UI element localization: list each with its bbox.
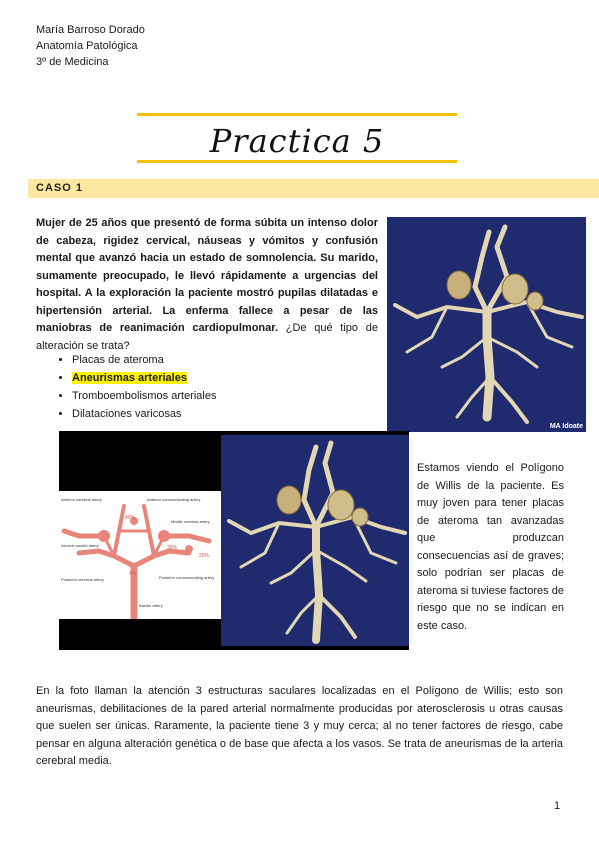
page-number: 1 xyxy=(554,800,561,812)
case-question-text: Mujer de 25 años que presentó de forma súbita un intenso dolor de cabeza, rigidez cervical, náuseas y vómitos y confusión mental que avanzó hacia un estado de somnolencia. Su marido, sumamente preocupado, le llevó rápidamente a urgencias del hospital. A la exploración la paciente mostró pupilas dilatadas e hipertensión arterial. La enferma fallece a pesar de las maniobras de reanimación cardiopulmonar. xyxy=(36,217,378,334)
specimen-photo-2 xyxy=(221,435,409,646)
circle-of-willis-photo xyxy=(387,217,586,432)
option-item: • Tromboembolismos arteriales xyxy=(72,387,216,405)
author-name: María Barroso Dorado xyxy=(36,24,145,36)
circle-of-willis-diagram xyxy=(59,491,221,619)
option-item: • Placas de ateroma xyxy=(72,351,216,369)
specimen-illustration xyxy=(387,217,586,432)
label-pct-30: 30% xyxy=(167,545,178,551)
comparison-figure xyxy=(59,431,409,650)
label-ant-communicating: Anterior communicating artery xyxy=(147,497,201,502)
label-post-communicating: Posterior communicating artery xyxy=(159,575,215,580)
highlighted-answer: Aneurismas arteriales xyxy=(72,372,187,384)
label-basilar: Basilar artery xyxy=(139,603,163,608)
title-rule-bottom xyxy=(137,160,457,163)
case-label: CASO 1 xyxy=(36,182,83,194)
case-discussion: En la foto llaman la atención 3 estructuras saculares localizadas en el Polígono de Willis; esto son aneurismas, debilitaciones de la pared arterial normalmente producidas por aterosclerosis u otras causas que suelen ser únicas. Raramente, la paciente tiene 3 y muy cerca; al no tener factores de riesgo, cabe pensar en alguna alteración genética o de base que afecta a los vasos. Se trata de aneurismas de la arteria cerebral media. xyxy=(36,685,563,767)
label-pct-40: 40% xyxy=(125,515,136,521)
specimen-illustration-2 xyxy=(221,435,409,646)
subject-name: Anatomía Patológica xyxy=(36,40,138,52)
case-question-prompt: ¿De qué tipo de alteración se trata? xyxy=(36,322,378,352)
case-answer: Estamos viendo el Polígono de Willis de la paciente. Es muy joven para tener placas de ateroma tan avanzadas que produzcan consecuencias así de graves; solo podrían ser placas de ateroma si tuviese factores de riesgo que no se indican en este caso. xyxy=(417,462,564,632)
photo-credit: MA Idoate xyxy=(549,423,583,430)
page-title: Practica 5 xyxy=(209,122,385,160)
label-post-cerebral: Posterior cerebral artery xyxy=(61,577,104,582)
diagram-vessels xyxy=(59,491,221,619)
case-question xyxy=(36,215,378,355)
course-name: 3º de Medicina xyxy=(36,56,109,68)
answer-options xyxy=(56,351,216,423)
option-item-selected xyxy=(72,369,216,387)
label-internal-carotid: Internal carotid artery xyxy=(61,543,99,548)
label-middle-cerebral: Middle cerebral artery xyxy=(171,519,210,524)
title-rule-top xyxy=(137,113,457,116)
label-pct-4: 4% xyxy=(129,571,137,577)
label-ant-cerebral: Anterior cerebral artery xyxy=(61,497,102,502)
case-heading-bar xyxy=(28,179,599,198)
label-pct-20: 20% xyxy=(199,553,210,559)
option-item: • Dilataciones varicosas xyxy=(72,405,216,423)
document-header xyxy=(36,22,145,70)
